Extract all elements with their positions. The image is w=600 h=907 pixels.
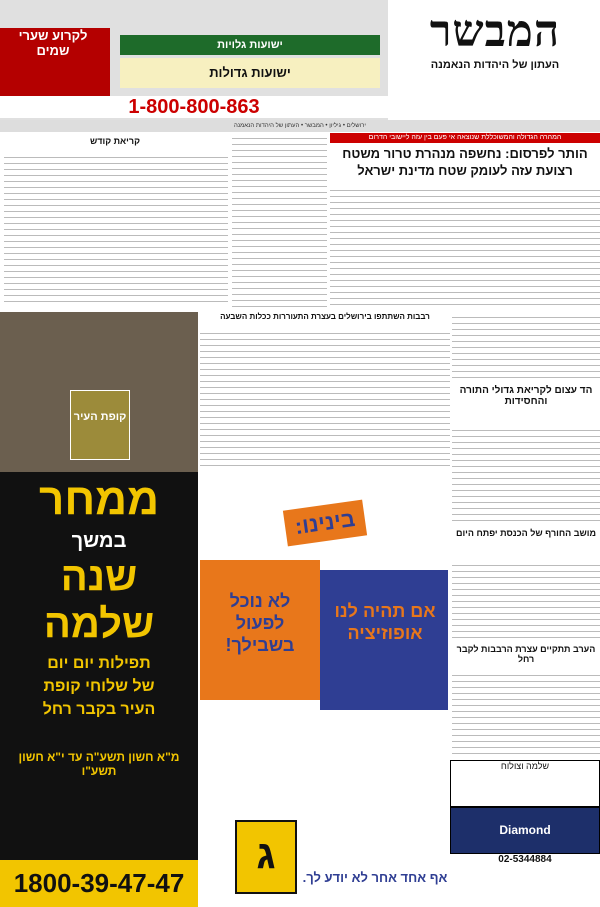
article-right2-title[interactable]: מושב החורף של הכנסת יפתח היום [455,528,596,538]
headline-line-2: רצועת עזה לעומק שטח מדינת ישראל [357,163,573,178]
left-ad-text3: שנה [60,555,138,599]
kriyat-kodesh-text [4,152,228,307]
article-right3-title[interactable]: הערב תתקיים עצרת הרבבות לקבר רחל [456,644,596,664]
lead-ticker: המהרה הגדולה והמשוכללת שנוצאה אי פעם בין עזה ליישובי הדרום [330,133,600,143]
center-ad-left-text: לא נוכל לפעול בשבילך! [225,591,295,655]
lead-body-text [330,185,600,310]
left-ad-line-b: של שלוחי קופת [43,678,155,695]
ad-classified-phone[interactable]: 02-5344884 [498,854,552,865]
left-ad-text4: שלמה [43,602,155,646]
ad-classified-a[interactable]: שלמה וצולוח [450,760,600,807]
article-right2-body [452,560,600,640]
masthead [390,0,600,120]
banner-phone[interactable]: 1-800-800-863 [0,96,388,118]
classified-ads[interactable] [450,760,600,907]
newspaper-subtitle: העתון של היהדות הנאמנה [430,59,560,71]
center-ad-ballot-letter: ג [235,820,297,894]
center-ad-right-text: אם תהיה לנו אופוזיציה [334,601,436,643]
left-ad-dates: מ"א חשון תשע"ה עד י"א חשון תשע"ו [18,750,180,778]
banner-label-mid: ישועות גדולות [120,58,380,88]
left-ad-text1: ממחר [38,475,160,524]
section-kriyat-kodesh: קריאת קודש [90,136,140,146]
left-ad-box-label: קופת העיר [70,390,130,460]
left-ad-line-c: העיר בקבר רחל [42,701,156,718]
left-ad-phone[interactable]: 1800-39-47-47 [0,860,198,907]
dateline: ירושלים • גיליון • המבשר • העתון של היהדות הנאמנה [0,120,600,132]
article-right3-body [452,670,600,755]
left-ad-line-a: תפילות יום יום [47,655,151,672]
newspaper-title: המבשר [429,7,561,56]
headline-line-1: הותר לפרסום: נחשפה מנהרת טרור משטח [342,146,588,161]
article-mid-text [200,328,450,468]
article-mid-title[interactable]: רבבות השתתפו בירושלים בעצרת התעוררות ככלות השבעה [220,312,430,321]
banner-side-label: לקרוע שערי שמים [18,28,88,58]
ad-classified-b[interactable]: Diamond [450,807,600,854]
left-ad-text2: במשך [71,530,127,552]
lead-headline[interactable] [330,145,600,181]
column-text-2 [232,133,327,308]
banner-label-top: ישועות גלויות [120,35,380,55]
article-right-text [452,312,600,382]
article-right-body [452,425,600,525]
center-ad-title: בינינו: [283,500,367,547]
center-ad-bottom-text: אף אחד אחר לא יודע לך. [302,870,448,885]
article-right-title[interactable]: הד עצום לקריאת גדולי התורה והחסידות [459,385,593,407]
